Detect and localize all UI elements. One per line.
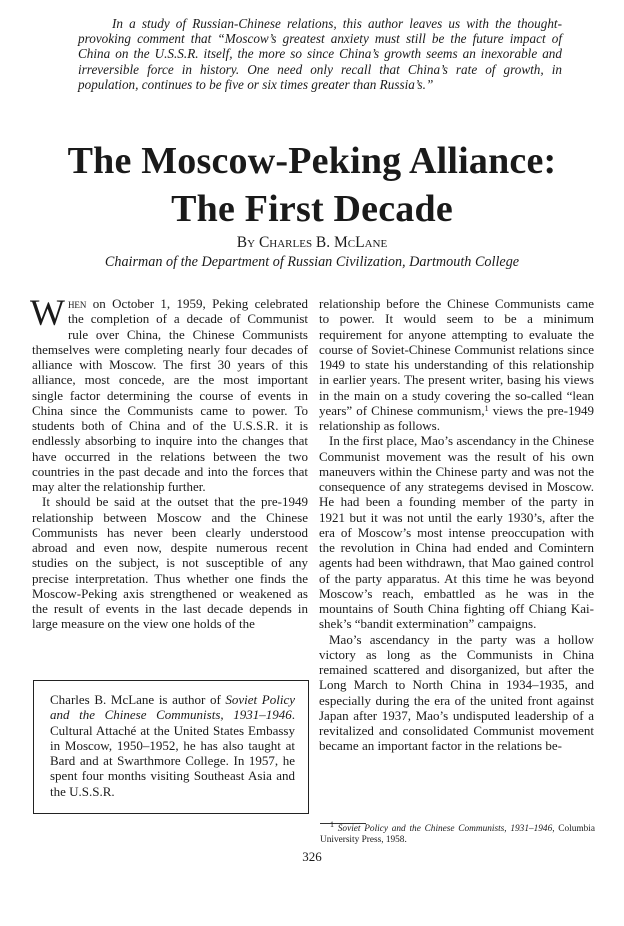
body-paragraph-2: It should be said at the outset that the pre-1949 relationship between Moscow and the Chinese Communists has never been clearly understood abroad and even now, despite numerous recent studies on the subject, is not susceptible of any precise interpretation. Thus whether one finds the Moscow-Peking axis strengthened or weakened as the result of events in the last decade depends in large measure on the view one holds of the xyxy=(32,494,308,632)
article-title-line-2: The First Decade xyxy=(171,188,453,230)
right-column xyxy=(319,296,594,754)
body-paragraph-4: In the first place, Mao’s ascendancy in the Chinese Communist movement was the result of his own maneuvers within the Chinese party and was not the consequence of any strategems devised in Moscow. He had been a founding member of the party in 1921 but it was not until the early 1930’s, after the era of Moscow’s most intense preoccupation with the revolution in China had ended and Comintern agents had been withdrawn, that Mao gained control of the party apparatus. At this time he was beyond Moscow’s reach, embattled as he was in the mountains of South China fighting off Chiang Kai-shek’s “bandit extermination” campaigns. xyxy=(319,433,594,632)
byline xyxy=(40,234,584,252)
footnote xyxy=(320,820,595,846)
paragraph-3a-text: relationship before the Chinese Communists came to power. It would seem to be a minimum requirement for anyone attempting to evaluate the course of Soviet-Chinese Communist relations since 1949 to state his understanding of this relationship in earlier years. The present writer, basing his views in the main on a study covering the so-called “lean years” of Chinese communism, xyxy=(319,296,594,418)
body-paragraph-3 xyxy=(319,296,594,433)
page-number: 326 xyxy=(302,849,322,864)
lead-word: hen xyxy=(67,296,87,311)
body-paragraph-1 xyxy=(30,293,308,494)
bio-text-1: Charles B. McLane is author of xyxy=(50,692,226,707)
paragraph-3b-text: views the pre-1949 relationship as follows. xyxy=(319,402,595,433)
paragraph-1-text: on October 1, 1959, Peking celebrated the completion of a decade of Communist rule over China, the Chinese Communists themselves were completing nearly four decades of alliance with Moscow. The first 30 years of this alliance, most concede, are the most important single factor determining the course of events in China since the Communists came to power. To students both of China and of the U.S.S.R. it is endlessly absorbing to inquire into the changes that have occurred in the relations between the two countries in the past decade and into the forces that may alter the relationship further. xyxy=(32,296,308,494)
article-title-line-1: The Moscow-Peking Alliance: xyxy=(67,140,557,182)
footnote-reference: 1 xyxy=(484,403,489,413)
bio-text-2: . Cultural Attaché at the United States Embassy in Moscow, 1950–1952, he has also taught at Bard and at Swarthmore College. In 1957, he spent four months visiting Southeast Asia and the U.S.S.R. xyxy=(50,707,295,799)
author-name: Charles B. McLane xyxy=(258,234,388,251)
author-affiliation: Chairman of the Department of Russian Civilization, Dartmouth College xyxy=(104,254,520,270)
bio-book-title: Soviet Policy and the Chinese Communists, 1931–1946 xyxy=(50,692,295,723)
footnote-number: 1 xyxy=(330,820,334,829)
footnote-title: Soviet Policy and the Chinese Communists, 1931–1946 xyxy=(337,824,553,834)
body-paragraph-5: Mao’s ascendancy in the party was a hollow victory as long as the Communists in China remained scattered and disorganized, but after the Long March to North China in 1934–1935, and especially during the era of the united front against Japan after 1937, Mao’s undisputed leadership of a revitalized and consolidated Communist movement became an important factor in the relations be- xyxy=(319,631,594,754)
left-column xyxy=(30,293,308,632)
author-bio xyxy=(50,692,295,799)
drop-cap: W xyxy=(30,293,65,334)
intro-paragraph: In a study of Russian-Chinese relations, this author leaves us with the thought-provoking comment that “Moscow’s greatest anxiety must still be the future impact of China on the U.S.S.R. itself, the more so since China’s growth seems an inexorable and irreversible force in history. One need only recall that China’s rate of growth, in population, continues to be five or six times greater than Russia’s.” xyxy=(78,16,562,92)
footnote-text: , Columbia University Press, 1958. xyxy=(320,824,595,845)
byline-prefix: By xyxy=(236,234,256,251)
author-bio-box xyxy=(33,680,309,814)
